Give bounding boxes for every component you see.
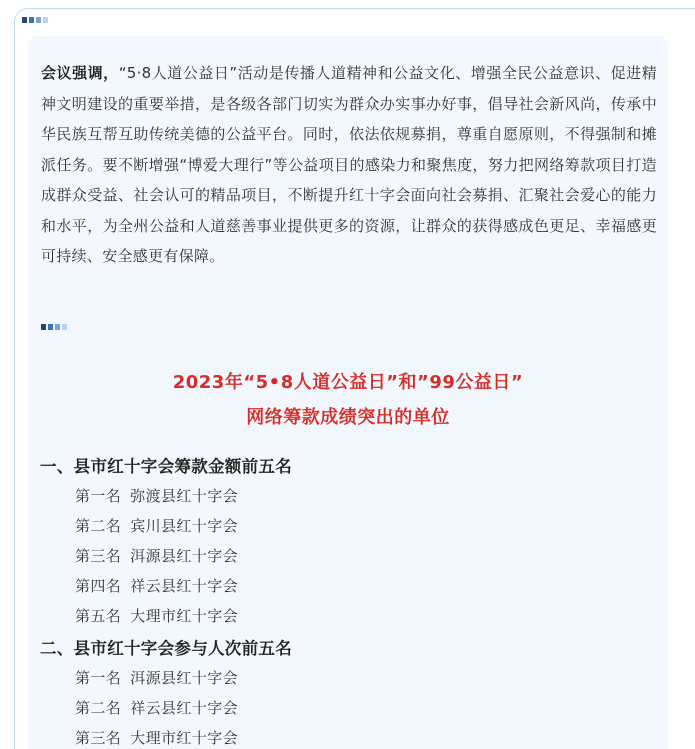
list-item — [75, 727, 238, 748]
unit-name: 洱源县红十字会 — [130, 547, 239, 565]
unit-name: 祥云县红十字会 — [130, 577, 239, 595]
rank-label: 第二名 — [75, 699, 122, 717]
list-item — [75, 515, 238, 536]
intro-paragraph — [41, 58, 657, 272]
section-heading: 一、县市红十字会筹款金额前五名 — [40, 457, 292, 476]
unit-name: 弥渡县红十字会 — [130, 487, 239, 505]
list-item — [75, 485, 238, 506]
rank-label: 第三名 — [75, 729, 122, 747]
section-marker-icon — [22, 17, 48, 23]
unit-name: 大理市红十字会 — [130, 729, 239, 747]
rank-label: 第二名 — [75, 517, 122, 535]
list-item — [75, 545, 238, 566]
unit-name: 大理市红十字会 — [130, 607, 239, 625]
rank-label: 第五名 — [75, 607, 122, 625]
section-heading: 二、县市红十字会参与人次前五名 — [40, 639, 292, 658]
intro-lead: 会议强调， — [41, 64, 119, 82]
list-item — [75, 697, 238, 718]
list-item — [75, 667, 238, 688]
intro-body: “5·8人道公益日”活动是传播人道精神和公益文化、增强全民公益意识、促进精神文明建设的重要举措，是各级各部门切实为群众办实事办好事，倡导社会新风尚，传承中华民族互帮互助传统美德的公益平台。同时，依法依规募捐，尊重自愿原则，不得强制和摊派任务。要不断增强“博爱大理行”等公益项目的感染力和聚焦度，努力把网络筹款项目打造成群众受益、社会认可的精品项目，不断提升红十字会面向社会募捐、汇聚社会爱心的能力和水平，为全州公益和人道慈善事业提供更多的资源，让群众的获得感成色更足、幸福感更可持续、安全感更有保障。 — [41, 64, 657, 265]
rank-label: 第一名 — [75, 669, 122, 687]
rank-label: 第四名 — [75, 577, 122, 595]
section-marker-icon — [41, 324, 67, 330]
unit-name: 洱源县红十字会 — [130, 669, 239, 687]
list-title-line-2: 网络筹款成绩突出的单位 — [246, 407, 450, 428]
rank-label: 第一名 — [75, 487, 122, 505]
list-item — [75, 575, 238, 596]
list-item — [75, 605, 238, 626]
unit-name: 宾川县红十字会 — [130, 517, 239, 535]
list-title-line-1: 2023年“5•8人道公益日”和”99公益日” — [172, 372, 524, 393]
rank-label: 第三名 — [75, 547, 122, 565]
unit-name: 祥云县红十字会 — [130, 699, 239, 717]
